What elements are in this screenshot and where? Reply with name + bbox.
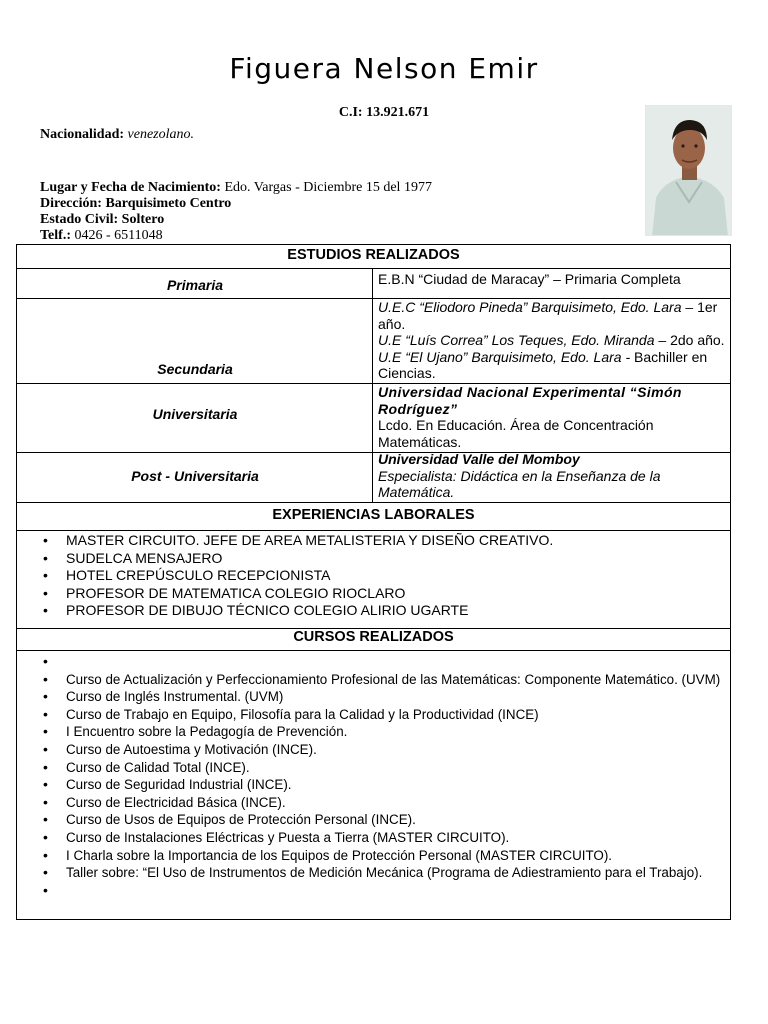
universitaria-label-text: Universitaria [152,406,238,422]
curso-item: • Taller sobre: “El Uso de Instrumentos de Medición Mecánica (Programa de Adiestramiento para el Trabajo). [17,864,722,882]
postuniversitaria-institution: Universidad Valle del Momboy [378,451,580,467]
postuniversitaria-detail [378,451,728,501]
telefono-label: Telf.: [40,228,71,243]
nacimiento-value: Edo. Vargas - Diciembre 15 del 1977 [224,180,432,195]
curso-item: • I Encuentro sobre la Pedagogía de Prevención. [17,723,722,741]
profile-photo [645,105,732,236]
curso-item: • Curso de Seguridad Industrial (INCE). [17,776,722,794]
curso-item: • Curso de Autoestima y Motivación (INCE). [17,741,722,759]
secundaria-label [17,299,373,383]
nacimiento-line [40,180,432,196]
curso-item: • Curso de Electricidad Básica (INCE). [17,794,722,812]
postuniversitaria-label-text: Post - Universitaria [131,468,259,484]
universitaria-row [17,383,730,452]
experiencia-item: • PROFESOR DE DIBUJO TÉCNICO COLEGIO ALIRIO UGARTE [17,602,730,620]
curso-item [17,882,722,900]
experiencias-heading: EXPERIENCIAS LABORALES [272,507,475,523]
nacionalidad-value: venezolano. [127,127,194,142]
curso-item: • Curso de Trabajo en Equipo, Filosofía para la Calidad y la Productividad (INCE) [17,706,722,724]
estudios-heading: ESTUDIOS REALIZADOS [287,247,460,263]
estudios-section [16,244,731,503]
curso-item [17,653,722,671]
cursos-section [16,628,731,920]
experiencias-list [17,531,730,620]
secundaria-label-text: Secundaria [157,361,233,377]
secundaria-row [17,298,730,383]
primaria-status: – Primaria Completa [553,271,681,287]
curso-item: • I Charla sobre la Importancia de los Equipos de Protección Personal (MASTER CIRCUITO). [17,847,722,865]
experiencia-item: • PROFESOR DE MATEMATICA COLEGIO RIOCLARO [17,585,730,603]
primaria-label-text: Primaria [166,277,224,293]
experiencia-item: • MASTER CIRCUITO. JEFE DE AREA METALISTERIA Y DISEÑO CREATIVO. [17,532,730,550]
estado-civil-line [40,212,164,228]
cursos-list [17,651,730,899]
experiencias-body [17,530,730,628]
ci-number: C.I: 13.921.671 [338,105,430,120]
direccion-line [40,196,231,212]
secundaria-detail [378,299,728,382]
experiencia-item: • SUDELCA MENSAJERO [17,550,730,568]
secundaria-school-1: U.E.C “Eliodoro Pineda” Barquisimeto, Edo. Lara – 1er año. [378,299,718,332]
postuniversitaria-row [17,452,730,503]
nacionalidad-label: Nacionalidad: [40,127,125,142]
postuniversitaria-label [17,453,373,503]
secundaria-school-3: U.E “El Ujano” Barquisimeto, Edo. Lara - Bachiller en Ciencias. [378,348,708,381]
universitaria-institution: Universidad Nacional Experimental “Simón Rodríguez” [378,384,682,417]
cursos-body [17,650,730,919]
curso-item: • Curso de Instalaciones Eléctricas y Puesta a Tierra (MASTER CIRCUITO). [17,829,722,847]
curso-item: • Curso de Actualización y Perfeccionamiento Profesional de las Matemáticas: Componente Matemático. (UVM) [17,671,722,689]
primaria-label [17,269,373,298]
primaria-detail [378,271,728,288]
universitaria-label [17,384,373,452]
curso-item: • Curso de Usos de Equipos de Protección Personal (INCE). [17,811,722,829]
curso-item: • Curso de Calidad Total (INCE). [17,759,722,777]
cursos-heading: CURSOS REALIZADOS [293,629,454,645]
estado-civil-text: Estado Civil: Soltero [40,212,165,227]
page-title: Figuera Nelson Emir [229,52,539,85]
telefono-value: 0426 - 6511048 [74,228,163,243]
primaria-school: E.B.N “Ciudad de Maracay” [378,271,550,287]
portrait-image [646,106,732,236]
nacimiento-label: Lugar y Fecha de Nacimiento: [40,180,221,195]
telefono-line [40,228,163,244]
postuniversitaria-degree: Especialista: Didáctica en la Enseñanza de la Matemática. [378,467,661,500]
nacionalidad-line [40,127,194,143]
secundaria-school-2: U.E “Luís Correa” Los Teques, Edo. Miranda – 2do año. [378,332,725,348]
primaria-row [17,268,730,298]
experiencia-item: • HOTEL CREPÚSCULO RECEPCIONISTA [17,567,730,585]
curso-item: • Curso de Inglés Instrumental. (UVM) [17,688,722,706]
universitaria-detail [378,384,728,450]
direccion-text: Dirección: Barquisimeto Centro [40,196,232,211]
experiencias-section [16,502,731,629]
universitaria-degree: Lcdo. En Educación. Área de Concentración Matemáticas. [378,417,654,450]
